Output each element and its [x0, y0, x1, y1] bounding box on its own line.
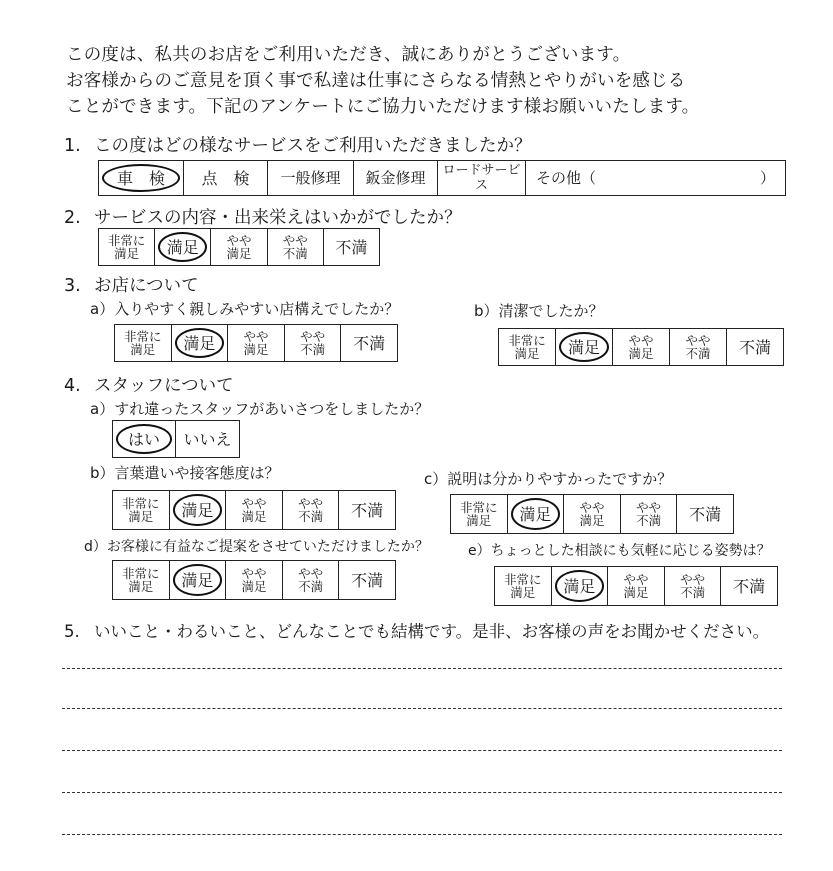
- q4d-label: d）お客様に有益なご提案をさせていただけましたか？: [84, 539, 429, 555]
- option-somewhat-dissatisfied[interactable]: [267, 229, 323, 265]
- option-yes[interactable]: [113, 421, 175, 457]
- option-label: やや 不満: [636, 500, 662, 528]
- option-somewhat-satisfied[interactable]: [225, 561, 282, 599]
- option-label: やや 満足: [226, 233, 252, 261]
- option-label: 一般修理: [280, 168, 341, 187]
- question-number: 4.: [64, 376, 81, 396]
- q4b-label: b）言葉遣いや接客態度は？: [90, 464, 280, 482]
- option-label: いいえ: [183, 429, 232, 449]
- option-satisfied[interactable]: [171, 325, 228, 361]
- option-dissatisfied[interactable]: [338, 561, 395, 599]
- option-dissatisfied[interactable]: [340, 325, 397, 361]
- option-dissatisfied[interactable]: [726, 329, 783, 365]
- option-somewhat-satisfied[interactable]: [225, 491, 282, 529]
- option-label: 非常に 満足: [504, 572, 542, 600]
- option-close-paren: ）: [759, 168, 775, 187]
- intro-line: お客様からのご意見を頂く事で私達は仕事にさらなる情熱とやりがいを感じる: [66, 71, 686, 91]
- option-label: 不満: [353, 333, 386, 353]
- option-somewhat-dissatisfied[interactable]: [620, 495, 677, 533]
- intro-line: この度は、私共のお店をご利用いただき、誠にありがとうございます。: [66, 45, 631, 65]
- option-label: ロードサービス: [442, 163, 521, 193]
- q4e-label: e）ちょっとした相談にも気軽に応じる姿勢は？: [468, 543, 771, 559]
- option-label: やや 不満: [282, 233, 308, 261]
- option-somewhat-dissatisfied[interactable]: [284, 325, 341, 361]
- option-satisfied[interactable]: [555, 329, 612, 365]
- comment-line[interactable]: [62, 834, 782, 835]
- option-label: やや 満足: [243, 329, 269, 357]
- option-label: 不満: [351, 500, 384, 520]
- option-label: 満足: [519, 504, 552, 524]
- option-satisfied[interactable]: [169, 561, 226, 599]
- option-label: 不満: [689, 504, 722, 524]
- option-label: 非常に 満足: [508, 333, 546, 361]
- option-label: 不満: [738, 337, 771, 357]
- question-text: スタッフについて: [94, 376, 234, 396]
- option-somewhat-dissatisfied[interactable]: [282, 491, 339, 529]
- option-other[interactable]: [525, 161, 785, 195]
- option-label: 点 検: [201, 168, 250, 188]
- option-sheet-metal[interactable]: [353, 161, 437, 195]
- question-text: この度はどの様なサービスをご利用いただきましたか？: [94, 136, 532, 156]
- question-number: 5.: [64, 622, 80, 641]
- intro-line: ことができます。下記のアンケートにご協力いただけます様お願いいたします。: [66, 97, 700, 117]
- option-label: やや 不満: [300, 329, 326, 357]
- question-number: 3.: [64, 276, 81, 296]
- option-general-repair[interactable]: [267, 161, 353, 195]
- option-label: やや 満足: [623, 572, 649, 600]
- question-text: サービスの内容・出来栄えはいかがでしたか？: [94, 208, 462, 228]
- option-very-satisfied[interactable]: [451, 495, 507, 533]
- option-dissatisfied[interactable]: [676, 495, 733, 533]
- option-somewhat-dissatisfied[interactable]: [664, 567, 721, 605]
- option-label: 非常に 満足: [122, 496, 160, 524]
- option-label: 満足: [181, 500, 214, 520]
- option-satisfied[interactable]: [507, 495, 564, 533]
- option-very-satisfied[interactable]: [499, 329, 555, 365]
- q3a-rating-scale: [114, 324, 398, 362]
- option-very-satisfied[interactable]: [113, 561, 169, 599]
- option-satisfied[interactable]: [154, 229, 210, 265]
- option-label: やや 満足: [241, 566, 267, 594]
- option-label: 満足: [181, 570, 214, 590]
- option-label: やや 満足: [241, 496, 267, 524]
- option-very-satisfied[interactable]: [495, 567, 551, 605]
- option-somewhat-satisfied[interactable]: [563, 495, 620, 533]
- option-label: 満足: [166, 237, 199, 257]
- option-very-satisfied[interactable]: [115, 325, 171, 361]
- option-somewhat-dissatisfied[interactable]: [282, 561, 339, 599]
- q4e-rating-scale: [494, 566, 778, 606]
- option-dissatisfied[interactable]: [338, 491, 395, 529]
- option-label: やや 不満: [298, 496, 324, 524]
- option-satisfied[interactable]: [169, 491, 226, 529]
- comment-line[interactable]: [62, 708, 782, 709]
- question-number: 1.: [64, 136, 81, 156]
- option-very-satisfied[interactable]: [113, 491, 169, 529]
- q4c-rating-scale: [450, 494, 734, 534]
- q3a-label: a）入りやすく親しみやすい店構えでしたか？: [90, 300, 400, 318]
- question-number: 2.: [64, 208, 81, 228]
- option-label: はい: [127, 429, 160, 449]
- option-satisfied[interactable]: [551, 567, 608, 605]
- intro-text: [66, 42, 806, 120]
- option-label: 不満: [733, 576, 766, 596]
- option-somewhat-satisfied[interactable]: [612, 329, 669, 365]
- option-label: 非常に 満足: [122, 566, 160, 594]
- option-label: やや 満足: [628, 333, 654, 361]
- option-label: 不満: [351, 570, 384, 590]
- option-label: 鈑金修理: [365, 168, 426, 187]
- option-shaken[interactable]: [99, 161, 183, 195]
- q1-service-options: [98, 160, 786, 196]
- comment-line[interactable]: [62, 750, 782, 751]
- question-text: いいこと・わるいこと、どんなことでも結構です。是非、お客様の声をお聞かせください。: [94, 622, 770, 641]
- option-somewhat-satisfied[interactable]: [210, 229, 266, 265]
- option-label: やや 不満: [298, 566, 324, 594]
- option-label: 満足: [567, 337, 600, 357]
- q4a-yes-no: [112, 420, 240, 458]
- option-road-service[interactable]: [437, 161, 525, 195]
- q4d-rating-scale: [112, 560, 396, 600]
- option-label: 車 検: [116, 168, 165, 188]
- question-2: [64, 204, 462, 229]
- q4c-label: c）説明は分かりやすかったですか？: [424, 470, 673, 488]
- option-label: 非常に 満足: [460, 500, 498, 528]
- option-somewhat-satisfied[interactable]: [227, 325, 284, 361]
- question-3: [64, 272, 199, 297]
- q4a-label: a）すれ違ったスタッフがあいさつをしましたか？: [90, 400, 430, 418]
- question-5: [64, 618, 769, 642]
- option-tenken[interactable]: [183, 161, 267, 195]
- option-somewhat-satisfied[interactable]: [607, 567, 664, 605]
- option-label: 非常に 満足: [107, 233, 146, 261]
- q2-rating-scale: [98, 228, 380, 266]
- option-very-satisfied[interactable]: [99, 229, 154, 265]
- q3b-label: b）清潔でしたか？: [474, 302, 604, 320]
- q4b-rating-scale: [112, 490, 396, 530]
- option-no[interactable]: [175, 421, 239, 457]
- option-label: 不満: [335, 237, 368, 257]
- option-label: やや 不満: [680, 572, 706, 600]
- option-dissatisfied[interactable]: [720, 567, 777, 605]
- comment-line[interactable]: [62, 792, 782, 793]
- option-label: やや 不満: [685, 333, 711, 361]
- option-label: 満足: [563, 576, 596, 596]
- option-label: 満足: [183, 333, 216, 353]
- comment-line[interactable]: [62, 668, 782, 669]
- q3b-rating-scale: [498, 328, 784, 366]
- question-4: [64, 372, 234, 397]
- option-label: 非常に 満足: [124, 329, 162, 357]
- option-label: その他（: [536, 168, 597, 187]
- question-text: お店について: [94, 276, 199, 296]
- option-dissatisfied[interactable]: [323, 229, 379, 265]
- option-label: やや 満足: [579, 500, 605, 528]
- option-somewhat-dissatisfied[interactable]: [669, 329, 726, 365]
- question-1: [64, 132, 532, 157]
